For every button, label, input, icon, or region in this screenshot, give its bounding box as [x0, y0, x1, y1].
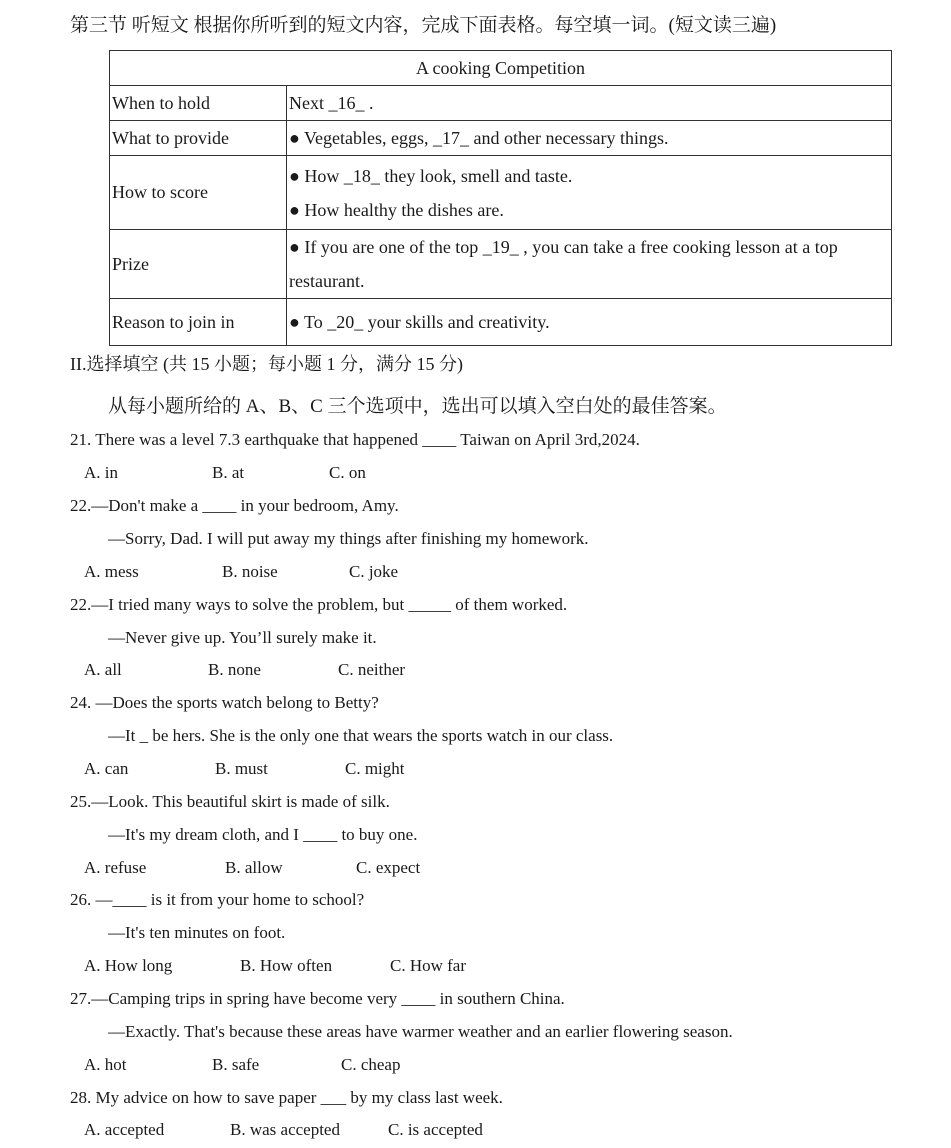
- row-label-prize: Prize: [110, 230, 287, 299]
- question-26-stem: 26. —____ is it from your home to school?: [70, 890, 365, 909]
- row-label-when: When to hold: [110, 86, 287, 121]
- question-25-stem: 25.—Look. This beautiful skirt is made of silk.: [70, 792, 390, 811]
- option-c: C. might: [345, 759, 405, 778]
- option-c: C. on: [329, 463, 366, 482]
- option-c: C. joke: [349, 562, 399, 581]
- question-23-stem: 22.—I tried many ways to solve the problem, but _____ of them worked.: [70, 595, 568, 614]
- option-c: C. expect: [356, 858, 421, 877]
- table-row: [110, 299, 892, 346]
- option-a: A. in: [84, 463, 118, 482]
- question-22-reply: —Sorry, Dad. I will put away my things after finishing my homework.: [108, 529, 589, 548]
- option-a: A. mess: [84, 562, 139, 581]
- option-b: B. How often: [240, 956, 333, 975]
- table-row: [110, 86, 892, 121]
- question-25-reply: —It's my dream cloth, and I ____ to buy one.: [108, 825, 418, 844]
- question-28-stem: 28. My advice on how to save paper ___ by my class last week.: [70, 1088, 503, 1107]
- option-c: C. is accepted: [388, 1120, 483, 1139]
- row-label-join: Reason to join in: [110, 299, 287, 346]
- row-content-join: ● To _20_ your skills and creativity.: [287, 299, 892, 346]
- row-label-provide: What to provide: [110, 121, 287, 156]
- row-content-prize: ● If you are one of the top _19_ , you can take a free cooking lesson at a top restaurant.: [287, 230, 892, 299]
- row-content-score: [287, 156, 892, 230]
- table-row: [110, 230, 892, 299]
- option-b: B. noise: [222, 562, 278, 581]
- option-b: B. at: [212, 463, 245, 482]
- option-a: A. accepted: [84, 1120, 165, 1139]
- option-a: A. all: [84, 660, 122, 679]
- score-line-2: ● How healthy the dishes are.: [289, 199, 504, 220]
- row-content-provide: ● Vegetables, eggs, _17_ and other necessary things.: [287, 121, 892, 156]
- question-23-reply: —Never give up. You’ll surely make it.: [108, 628, 377, 647]
- table-title: A cooking Competition: [110, 51, 892, 86]
- question-26-reply: —It's ten minutes on foot.: [108, 923, 286, 942]
- section-title: II.选择填空 (共 15 小题；每小题 1 分，满分 15 分): [70, 354, 463, 374]
- section-instruction: 从每小题所给的 A、B、C 三个选项中，选出可以填入空白处的最佳答案。: [108, 396, 727, 417]
- option-a: A. can: [84, 759, 129, 778]
- row-content-when: Next _16_ .: [287, 86, 892, 121]
- question-24-reply: —It _ be hers. She is the only one that wears the sports watch in our class.: [108, 726, 614, 745]
- option-b: B. safe: [212, 1055, 260, 1074]
- option-a: A. refuse: [84, 858, 147, 877]
- option-a: A. How long: [84, 956, 173, 975]
- option-c: C. neither: [338, 660, 406, 679]
- cooking-competition-table: [109, 50, 892, 346]
- option-b: B. allow: [225, 858, 283, 877]
- question-24-stem: 24. —Does the sports watch belong to Betty?: [70, 693, 379, 712]
- table-row: [110, 156, 892, 230]
- table-row: [110, 121, 892, 156]
- option-b: B. none: [208, 660, 261, 679]
- option-b: B. was accepted: [230, 1120, 340, 1139]
- question-27-reply: —Exactly. That's because these areas have warmer weather and an earlier flowering season.: [108, 1022, 733, 1041]
- option-c: C. How far: [390, 956, 467, 975]
- option-b: B. must: [215, 759, 268, 778]
- option-c: C. cheap: [341, 1055, 401, 1074]
- question-21-stem: 21. There was a level 7.3 earthquake that happened ____ Taiwan on April 3rd,2024.: [70, 430, 640, 449]
- question-22-stem: 22.—Don't make a ____ in your bedroom, Amy.: [70, 496, 399, 515]
- option-a: A. hot: [84, 1055, 127, 1074]
- row-label-score: How to score: [110, 156, 287, 230]
- listening-section-header: 第三节 听短文 根据你所听到的短文内容，完成下面表格。每空填一词。(短文读三遍): [70, 15, 777, 36]
- score-line-1: ● How _18_ they look, smell and taste.: [289, 165, 573, 186]
- question-27-stem: 27.—Camping trips in spring have become very ____ in southern China.: [70, 989, 565, 1008]
